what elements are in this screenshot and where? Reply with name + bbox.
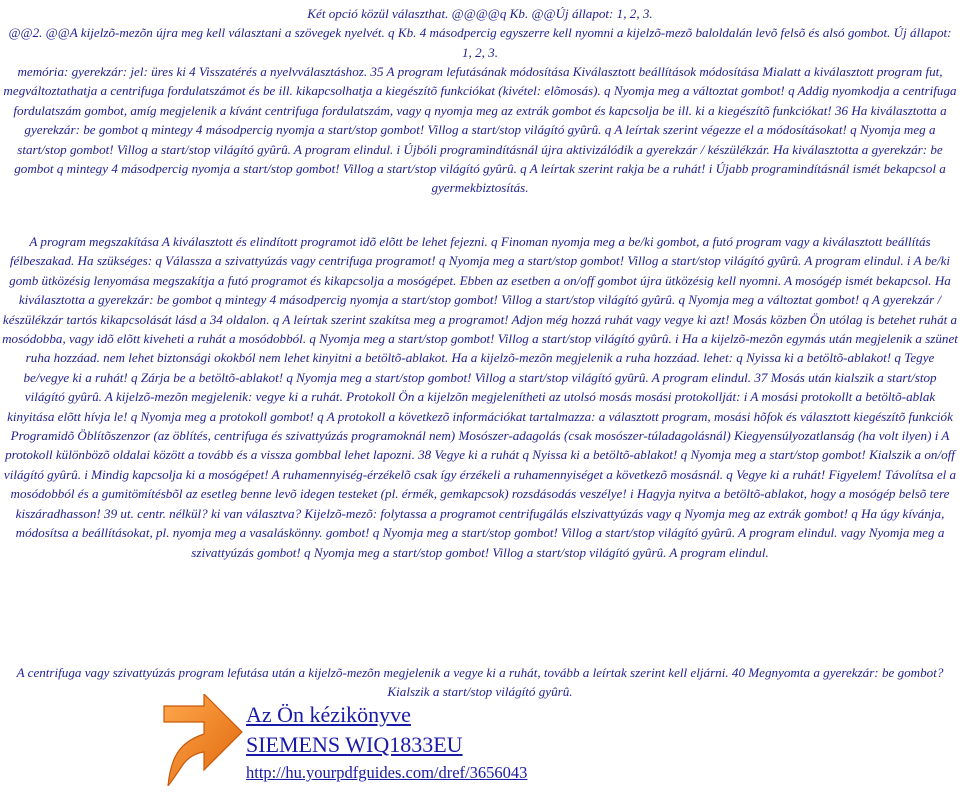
manual-footer bbox=[160, 694, 960, 794]
manual-title-link[interactable]: Az Ön kézikönyve bbox=[246, 702, 411, 727]
paragraph-interrupt-program: A program megszakítása A kiválasztott és elindított programot idõ elõtt be lehet fejezni. q Finoman nyomja meg a be/ki gombot, a futó program vagy a kiválasztott beállítás félbeszakad. Ha szükséges: q Válassza a szivattyúzás vagy centrifuga programot! q Nyomja meg a start/stop gombot! Villog a start/stop világító gyûrû. A program elindul. i A be/ki gomb ütközésig lenyomása megszakítja a futó programot és kikapcsolja a mosógépet. Ebben az esetben a on/off gombot újra ütközésig kell nyomni. A mosógép ismét bekapcsol. Ha kiválasztotta a gyerekzár: be gombot q mintegy 4 másodpercig nyomja a start/stop gombot! Villog a start/stop világító gyûrû. q Nyomja meg a változtat gombot! q A gyerekzár / készülékzár tartós kikapcsolását lásd a 34 oldalon. q A leírtak szerint szakítsa meg a programot! Adjon még hozzá ruhát vagy vegye ki azt! Mosás közben Ön utólag is betehet ruhát a mosódobba, vagy idõ elõtt kiveheti a ruhát a mosódobból. q Nyomja meg a start/stop gombot! Villog a start/stop világító gyûrû. i Ha a kijelzõ-mezõn egymás után megjelenik a szünet ruha hozzáad. nem lehet biztonsági okokból nem lehet kinyitni a betöltõ-ablakot. Ha a kijelzõ-mezõn megjelenik a ruha hozzáad. lehet: q Nyissa ki a betöltõ-ablakot! q Tegye be/vegye ki a ruhát! q Zárja be a betöltõ-ablakot! q Nyomja meg a start/stop gombot! Villog a start/stop világító gyûrû. A program elindul. 37 Mosás után kialszik a start/stop világító gyûrû. A kijelzõ-mezõn megjelenik: vegye ki a ruhát. Protokoll Ön a kijelzõn megjelenítheti az utolsó mosás mosási protokollját: i A mosási protokollt a betöltõ-ablak kinyitása elõtt hívja le! q Nyomja meg a protokoll gombot! q A protokoll a következõ információkat tartalmazza: a választott program, mosási hõfok és választott kiegészítõ funkciók Programidõ Öblítõszenzor (az öblítés, centrifuga és szivattyúzás programoknál nem) Mosószer-adagolás (csak mosószer-túladagolásnál) Kiegyensúlyozatlanság (ha volt ilyen) i A protokoll különbözõ oldalai között a tovább és a vissza gombbal lehet lapozni. 38 Vegye ki a ruhát q Nyissa ki a betöltõ-ablakot! q Nyomja meg a start/stop gombot! Kialszik a on/off világító gyûrû. i Mindig kapcsolja ki a mosógépet! A ruhamennyiség-érzékelõ csak így érzékeli a ruhamennyiséget a következõ mosásnál. q Vegye ki a ruhát! Figyelem! Távolítsa el a mosódobból és a gumitömítésbõl az esetleg benne levõ idegen testeket (pl. érmék, gemkapcsok) rozsdásodás veszélye! i Hagyja nyitva a betöltõ-ablakot, hogy a mosógép belsõ tere kiszáradhasson! 39 ut. centr. nélkül? ki van választva? Kijelzõ-mezõ: folytassa a programot centrifugálás elszivattyúzás vagy q Nyomja meg az extrák gombot! q Ha úgy kívánja, módosítsa a beállításokat, pl. nyomja meg a vasaláskönny. gombot! q Nyomja meg a start/stop gombot! Villog a start/stop világító gyûrû. A program elindul. vagy Nyomja meg a szivattyúzás gombot! q Nyomja meg a start/stop gombot! Villog a start/stop világító gyûrû. A program elindul. bbox=[2, 234, 958, 560]
paragraph-modify-program: memória: gyerekzár: jel: üres ki 4 Visszatérés a nyelvválasztáshoz. 35 A program lefutásának módosítása Kiválasztott beállítások módosítása Mialatt a kiválasztott program fut, megváltoztathatja a centrifuga fordulatszámot és be ill. kikapcsolhatja a kiegészítõ funkciókat (kivétel: elõmosás). q Nyomja meg a változtat gombot! q Addig nyomkodja a centrifuga fordulatszám gombot, amíg megjelenik a kívánt centrifuga fordulatszám, vagy q nyomja meg az extrák gombot és kapcsolja be ill. ki a kiegészítõ funkciókat! 36 Ha kiválasztotta a gyerekzár: be gombot q mintegy 4 másodpercig nyomja a start/stop gombot! Villog a start/stop világító gyûrû. q A leírtak szerint végezze el a módosításokat! q Nyomja meg a start/stop gombot! Villog a start/stop világító gyûrû. A program elindul. i Újbóli programindításnál újra aktivizálódik a gyerekzár / készülékzár. Ha kiválasztotta a gyerekzár: be gombot q mintegy 4 másodpercig nyomja a start/stop gombot! Villog a start/stop világító gyûrû. q A leírtak szerint rakja be a ruhát! i Újabb programindításnál ismét bekapcsol a gyermekbiztosítás. bbox=[3, 64, 957, 196]
header-line-1: Két opció közül választhat. @@@@q Kb. @@Új állapot: 1, 2, 3. bbox=[307, 6, 653, 21]
orange-arrow-icon bbox=[160, 694, 244, 786]
text-block-header bbox=[2, 4, 958, 62]
paragraph-spin-pump: A centrifuga vagy szivattyúzás program lefutása után a kijelzõ-mezõn megjelenik a vegye ki a ruhát, tovább a leírtak szerint kell eljárni. 40 Megnyomta a gyerekzár: be gombot? Kialszik a start/stop világító gyûrû. bbox=[16, 665, 944, 700]
text-block-modify-program bbox=[2, 62, 958, 198]
manual-model-link[interactable]: SIEMENS WIQ1833EU bbox=[246, 732, 463, 757]
header-line-2: @@2. @@A kijelzõ-mezõn újra meg kell választani a szövegek nyelvét. q Kb. 4 másodpercig egyszerre kell nyomni a kijelzõ-mezõ baloldalán levõ felsõ és alsó gombot. Új állapot: 1, 2, 3. bbox=[8, 25, 952, 60]
manual-url-link[interactable]: http://hu.yourpdfguides.com/dref/3656043 bbox=[246, 763, 528, 782]
text-block-interrupt-program bbox=[2, 232, 958, 562]
manual-links bbox=[246, 700, 527, 786]
